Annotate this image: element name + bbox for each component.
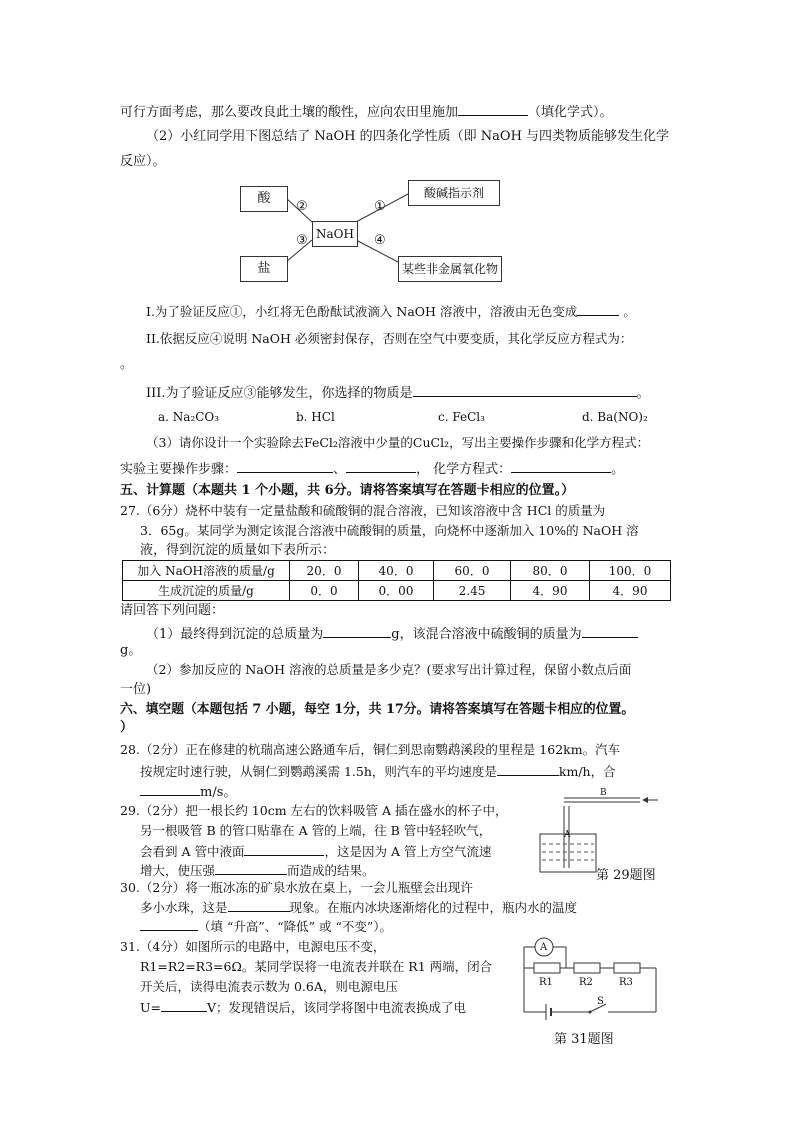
q31-line3: 开关后，读得电流表示数为 0.6A，则电源电压 <box>140 979 398 994</box>
fig31-r2-label: R2 <box>579 977 593 988</box>
blank[interactable] <box>215 861 287 875</box>
section-5-title: 五、计算题（本题共 1 个小题，共 6分。请将答案填写在答题卡相应的位置。） <box>120 483 575 498</box>
fig31-switch-label: S <box>597 996 604 1007</box>
q29-line2: 另一根吸管 B 的管口贴靠在 A 管的上端，往 B 管中轻轻吹气， <box>140 823 492 838</box>
opt-a: a. Na₂CO₃ <box>158 410 220 424</box>
table-cell: 0．00 <box>359 581 434 601</box>
table-cell: 100．0 <box>590 561 671 581</box>
num-4: ④ <box>374 233 386 248</box>
fig29-label-b: B <box>600 788 607 798</box>
blank[interactable] <box>228 898 290 912</box>
q29-line3: 会看到 A 管中液面 ，这是因为 A 管上方空气流速 <box>140 844 492 859</box>
q30-line2: 多小水珠，这是 现象。在瓶内冰块逐渐熔化的过程中，瓶内水的温度 <box>140 900 578 915</box>
q27-line1: 27.（6分）烧杯中装有一定量盐酸和硫酸铜的混合溶液，已知该溶液中含 HCl 的质量为 <box>120 503 606 518</box>
q28-line1: 28.（2分）正在修建的杭瑞高速公路通车后，铜仁到思南鹦鹉溪段的里程是 162km。汽车 <box>120 742 621 757</box>
fig31-r3-label: R3 <box>619 977 633 988</box>
acid-box: 酸 <box>240 186 288 212</box>
blank[interactable] <box>582 624 638 638</box>
line-II-end: 。 <box>120 357 134 372</box>
fig29-label-a: A <box>564 830 571 840</box>
blank[interactable] <box>497 762 559 776</box>
q29-line4: 增大，使压强 而造成的结果。 <box>140 863 375 878</box>
q30-line1: 30.（2分）将一瓶冰冻的矿泉水放在桌上，一会儿瓶壁会出现许 <box>120 880 473 895</box>
blank[interactable] <box>237 459 333 473</box>
section-6-title: 六、填空题（本题包括 7 小题，每空 1分，共 17分。请将答案填写在答题卡相应的位置。 <box>120 702 635 717</box>
q27-sub2-line2: 一位) <box>120 682 152 697</box>
line-III: III.为了验证反应③能够发生，你选择的物质是 。 <box>146 383 650 403</box>
blank[interactable] <box>140 782 200 796</box>
precipitate-table <box>122 560 671 601</box>
table-row <box>123 561 671 581</box>
q31-line2: R1=R2=R3=6Ω。某同学误将一电流表并联在 R1 两端，闭合 <box>140 959 493 974</box>
q31-line4: U= V；发现错误后，该同学将图中电流表换成了电 <box>140 1000 467 1015</box>
q27-sub1-end: g。 <box>120 643 142 658</box>
line-q26-p2-1: （2）小红同学用下图总结了 NaOH 的四条化学性质（即 NaOH 与四类物质能够发生化学 <box>146 129 670 144</box>
blank[interactable] <box>244 842 324 856</box>
opt-c: c. FeCl₃ <box>438 410 485 424</box>
line-I: I.为了验证反应①，小红将无色酚酞试液滴入 NaOH 溶液中，溶液由无色变成 。 <box>146 304 636 319</box>
q27-sub1: （1）最终得到沉淀的总质量为 g，该混合溶液中硫酸铜的质量为 <box>146 624 638 644</box>
row-header: 加入 NaOH溶液的质量/g <box>123 561 290 581</box>
q28-line3: m/s。 <box>140 782 236 802</box>
q27-line2: 3．65g。某同学为测定该混合溶液中硫酸铜的质量，向烧杯中逐渐加入 10%的 NaOH 溶 <box>140 523 639 538</box>
table-cell: 4．90 <box>511 581 590 601</box>
table-cell: 80．0 <box>511 561 590 581</box>
q28-line2: 按规定时速行驶，从铜仁到鹦鹉溪需 1.5h，则汽车的平均速度是 km/h，合 <box>140 764 616 779</box>
salt-box: 盐 <box>240 256 288 282</box>
opt-b: b. HCl <box>296 410 335 424</box>
q27-sub2-line1: （2）参加反应的 NaOH 溶液的总质量是多少克？(要求写出计算过程，保留小数点后面 <box>146 662 632 677</box>
naoh-box: NaOH <box>312 221 358 247</box>
table-cell: 0．0 <box>290 581 359 601</box>
q29-line1: 29.（2分）把一根长约 10cm 左右的饮料吸管 A 插在盛水的杯子中， <box>120 803 508 818</box>
oxide-box: 某些非金属氧化物 <box>398 256 502 282</box>
fig31-caption: 第 31题图 <box>554 1032 614 1047</box>
indicator-box: 酸碱指示剂 <box>408 180 500 206</box>
table-cell: 20．0 <box>290 561 359 581</box>
table-cell: 60．0 <box>434 561 511 581</box>
line-p3: （3）请你设计一个实验除去FeCl₂溶液中少量的CuCl₂，写出主要操作步骤和化学方程式： <box>146 435 650 450</box>
line-q26-p2-2: 反应）。 <box>120 154 166 169</box>
blank[interactable] <box>511 459 611 473</box>
blank[interactable] <box>577 302 619 316</box>
num-2: ② <box>296 199 308 214</box>
blank[interactable] <box>323 624 391 638</box>
fig31-ammeter-label: A <box>540 942 548 953</box>
table-cell: 40．0 <box>359 561 434 581</box>
table-cell: 2.45 <box>434 581 511 601</box>
blank[interactable] <box>346 459 416 473</box>
line-II: II.依据反应④说明 NaOH 必须密封保存，否则在空气中要变质，其化学反应方程式为： <box>146 331 633 346</box>
blank[interactable] <box>161 998 207 1012</box>
q27-line3: 液，得到沉淀的质量如下表所示： <box>140 543 336 558</box>
table-row <box>123 581 671 601</box>
blank[interactable] <box>140 917 198 931</box>
num-1: ① <box>374 199 386 214</box>
fig29-caption: 第 29题图 <box>596 868 656 883</box>
num-3: ③ <box>296 233 308 248</box>
blank[interactable] <box>458 102 528 116</box>
opt-d: d. Ba(NO)₂ <box>582 410 648 424</box>
row-header: 生成沉淀的质量/g <box>123 581 290 601</box>
fig31-r1-label: R1 <box>539 977 553 988</box>
blank[interactable] <box>413 383 637 397</box>
section-6-title-end: ） <box>120 720 134 735</box>
ask-line: 请回答下列问题： <box>120 603 225 618</box>
table-cell: 4．90 <box>590 581 671 601</box>
q31-line1: 31.（4分）如图所示的电路中，电源电压不变， <box>120 939 386 954</box>
line-q26-1: 可行方面考虑，那么要改良此土壤的酸性，应向农田里施加 （填化学式）。 <box>120 102 613 122</box>
line-p3b: 实验主要操作步骤： 、 ， 化学方程式： 。 <box>120 459 624 479</box>
q30-line3: （填 “升高”、“降低” 或 “不变”）。 <box>140 917 392 936</box>
